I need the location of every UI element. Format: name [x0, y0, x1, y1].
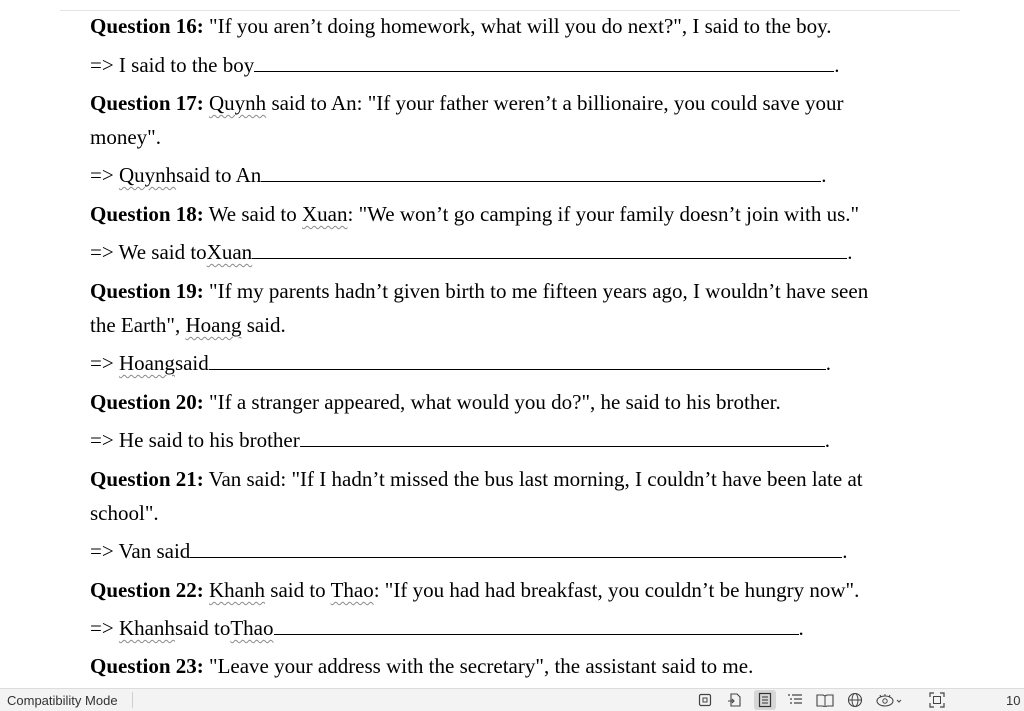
question-text: : "We won’t go camping if your family doesn’t join with us."	[347, 202, 860, 226]
question-text: "If a stranger appeared, what would you do?", he said to his brother.	[203, 390, 781, 414]
period: .	[821, 163, 827, 187]
period: .	[825, 351, 832, 375]
period: .	[847, 240, 853, 264]
question-text: : "If you had had breakfast, you couldn’t be hungry now".	[373, 578, 860, 602]
question-text: the Earth",	[90, 313, 186, 337]
read-mode-icon[interactable]	[814, 690, 836, 710]
spellcheck-word[interactable]: Thao	[330, 578, 374, 602]
spellcheck-word[interactable]: Hoang	[118, 351, 175, 375]
spellcheck-word[interactable]: Khanh	[118, 616, 175, 640]
answer-blank[interactable]	[274, 616, 799, 635]
question-label: Question 18:	[90, 202, 204, 226]
question-text: "Leave your address with the secretary", the assistant said to me.	[203, 654, 754, 678]
answer-prefix: said to An	[176, 163, 262, 187]
page-export-icon[interactable]	[724, 690, 746, 710]
question-text: "If my parents hadn’t given birth to me fifteen years ago, I wouldn’t have seen	[203, 279, 869, 303]
answer-blank[interactable]	[252, 240, 847, 259]
period: .	[824, 428, 830, 452]
question-label: Question 23:	[90, 654, 204, 678]
answer-line-16	[90, 48, 840, 82]
question-17-line2	[90, 120, 950, 154]
question-text: said to	[265, 578, 331, 602]
period: .	[798, 616, 804, 640]
answer-line-22	[90, 611, 804, 645]
question-label: Question 20:	[90, 390, 204, 414]
answer-prefix: => We said to	[90, 240, 207, 264]
answer-line-18	[90, 235, 852, 269]
answer-prefix: =>	[90, 351, 114, 375]
question-text: school".	[90, 501, 159, 525]
compatibility-mode-label: Compatibility Mode	[7, 693, 118, 708]
answer-line-21	[90, 534, 848, 568]
immersive-reader-icon[interactable]	[874, 690, 904, 710]
view-controls	[694, 690, 956, 710]
period: .	[842, 539, 848, 563]
answer-prefix: => He said to his brother	[90, 428, 300, 452]
question-19-line2	[90, 308, 950, 342]
answer-prefix: said to	[174, 616, 231, 640]
question-label: Question 17:	[90, 91, 204, 115]
spellcheck-word[interactable]: Xuan	[206, 240, 253, 264]
focus-icon[interactable]	[694, 690, 716, 710]
print-layout-icon[interactable]	[754, 690, 776, 710]
answer-prefix: => Van said	[90, 539, 191, 563]
answer-line-17	[90, 158, 827, 192]
question-19	[90, 274, 950, 308]
answer-blank[interactable]	[261, 163, 821, 182]
answer-prefix: => I said to the boy	[90, 53, 255, 77]
spellcheck-word[interactable]: Khanh	[209, 578, 266, 602]
question-21-line2	[90, 496, 950, 530]
question-label: Question 16:	[90, 14, 204, 38]
spellcheck-word[interactable]: Xuan	[302, 202, 348, 226]
period: .	[834, 53, 840, 77]
answer-blank[interactable]	[254, 53, 834, 72]
spellcheck-word[interactable]: Quynh	[118, 163, 177, 187]
question-text: said.	[241, 313, 286, 337]
question-text: We said to	[203, 202, 303, 226]
status-bar	[0, 688, 1024, 711]
question-text: said to An: "If your father weren’t a billionaire, you could save your	[266, 91, 844, 115]
question-18	[90, 197, 950, 231]
question-21	[90, 462, 950, 496]
outline-view-icon[interactable]	[784, 690, 806, 710]
answer-line-19	[90, 346, 831, 380]
question-17	[90, 86, 950, 120]
question-22	[90, 573, 950, 607]
zoom-level-label[interactable]: 10	[1006, 693, 1021, 708]
question-text: Van said: "If I hadn’t missed the bus last morning, I couldn’t have been late at	[203, 467, 863, 491]
answer-prefix: =>	[90, 163, 114, 187]
answer-prefix: said	[174, 351, 209, 375]
spellcheck-word[interactable]: Quynh	[209, 91, 267, 115]
question-text: "If you aren’t doing homework, what will you do next?", I said to the boy.	[203, 14, 832, 38]
answer-prefix: =>	[90, 616, 114, 640]
question-text: money".	[90, 125, 161, 149]
status-divider	[132, 692, 133, 708]
web-layout-icon[interactable]	[844, 690, 866, 710]
question-label: Question 22:	[90, 578, 204, 602]
question-20	[90, 385, 950, 419]
question-23	[90, 649, 950, 683]
fit-page-icon[interactable]	[926, 690, 948, 710]
question-label: Question 19:	[90, 279, 204, 303]
answer-line-20	[90, 423, 830, 457]
question-16	[90, 9, 950, 43]
question-label: Question 21:	[90, 467, 204, 491]
spellcheck-word[interactable]: Hoang	[185, 313, 242, 337]
answer-blank[interactable]	[300, 428, 825, 447]
answer-blank[interactable]	[190, 539, 842, 558]
spellcheck-word[interactable]: Thao	[230, 616, 274, 640]
answer-blank[interactable]	[209, 351, 826, 370]
